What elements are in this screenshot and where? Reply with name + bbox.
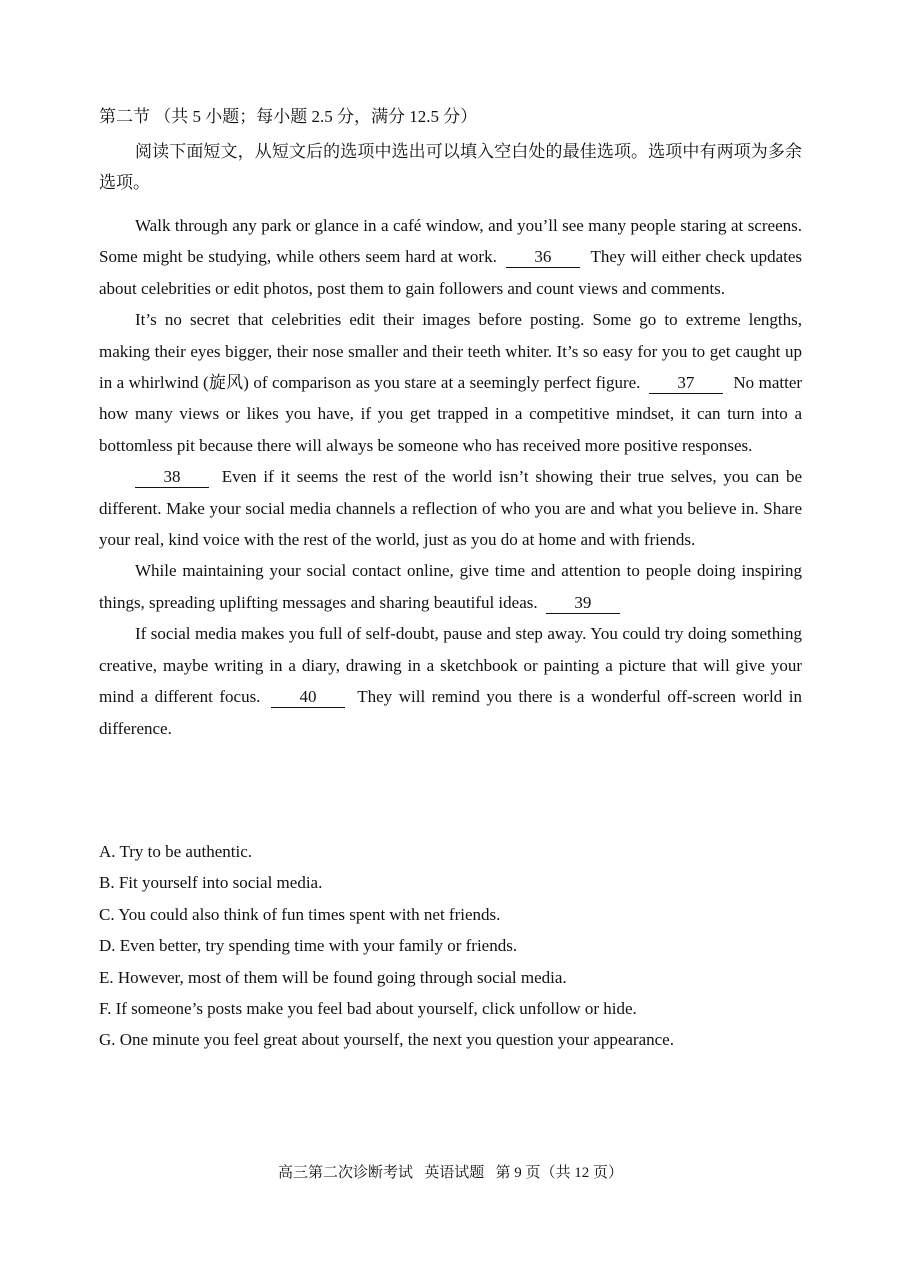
option-e: E. However, most of them will be found going through social media. [99,967,567,987]
answer-blank-38: 38 [135,467,209,488]
answer-blank-37: 37 [649,373,723,394]
option-a: A. Try to be authentic. [99,842,252,861]
answer-blank-36: 36 [506,247,580,268]
passage-paragraph-1 [99,210,802,304]
paragraph-text: It’s no secret that celebrities edit their images before posting. Some go to extreme lengths, making their eyes bigger, their nose smaller and their teeth whiter. It’s so easy for you to get caught up in a whirlwind (旋风) of comparison as you stare at a seemingly perfect figure. [99,310,802,393]
passage-paragraph-2 [99,304,802,461]
paragraph-text: Even if it seems the rest of the world isn’t showing their true selves, you can be different. Make your social media channels a reflection of who you are and what you believe in. Share your real, kind voice with the rest of the world, just as you do at home and with friends. [99,467,802,550]
passage-paragraph-5 [99,618,802,744]
section-instruction: 阅读下面短文，从短文后的选项中选出可以填入空白处的最佳选项。选项中有两项为多余选项。 [99,142,802,192]
answer-blank-40: 40 [271,687,345,708]
section-meta: （共 5 小题；每小题 2.5 分，满分 12.5 分） [154,107,478,126]
paragraph-text: While maintaining your social contact online, give time and attention to people doing inspiring things, spreading uplifting messages and sharing beautiful ideas. [99,561,802,612]
footer-exam-name: 高三第二次诊断考试 [277,1165,413,1181]
paragraph-text: If social media makes you full of self-doubt, pause and step away. You could try doing something creative, maybe writing in a diary, drawing in a sketchbook or painting a picture that will give your mind a different focus. [99,624,802,707]
option-f: F. If someone’s posts make you feel bad about yourself, click unfollow or hide. [99,999,637,1019]
page-footer [99,1162,802,1184]
reading-passage [99,210,802,744]
passage-paragraph-3 [99,461,802,555]
answer-options [99,836,802,1056]
paragraph-text: They will remind you there is a wonderful off-screen world in difference. [99,687,803,738]
option-b: B. Fit yourself into social media. [99,873,323,893]
footer-page-number: 第 9 页（共 12 页） [495,1165,624,1181]
option-g: G. One minute you feel great about yourself, the next you question your appearance. [99,1030,674,1050]
section-title: 第二节 [99,107,150,126]
section-heading [99,104,477,130]
passage-paragraph-4 [99,555,802,618]
answer-blank-39: 39 [546,593,620,614]
option-d: D. Even better, try spending time with your family or friends. [99,936,518,956]
paragraph-text: No matter how many views or likes you have, if you get trapped in a competitive mindset, it can turn into a bottomless pit because there will always be someone who has received more positive responses. [99,373,803,455]
option-c: C. You could also think of fun times spent with net friends. [99,904,501,924]
footer-subject: 英语试题 [424,1165,485,1181]
paragraph-text: They will either check updates about celebrities or edit photos, post them to gain followers and count views and comments. [99,247,803,298]
paragraph-text: Walk through any park or glance in a café window, and you’ll see many people staring at screens. Some might be studying, while others seem hard at work. [99,216,802,267]
